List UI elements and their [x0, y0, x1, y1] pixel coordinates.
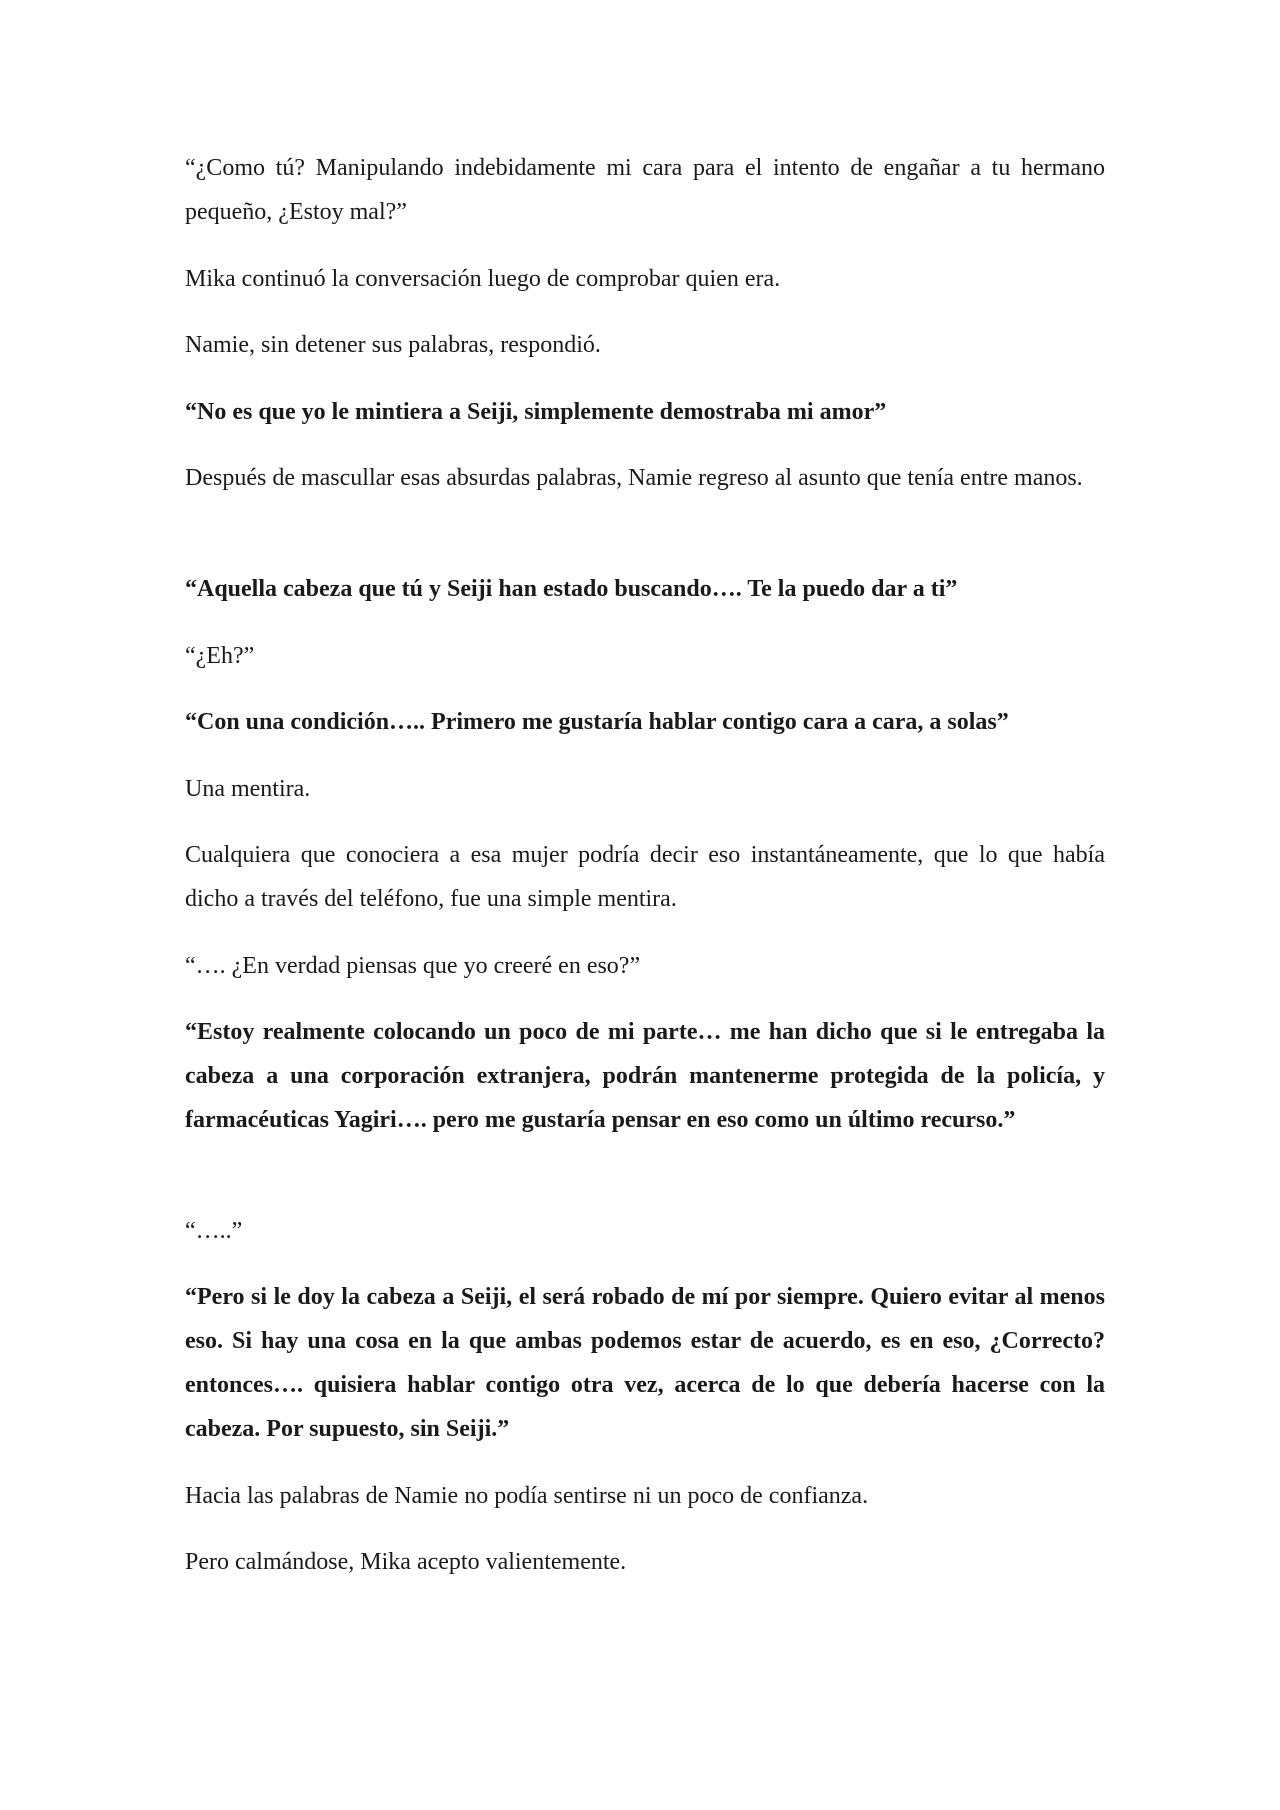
paragraph-narration-namie-responded: Namie, sin detener sus palabras, respondió.	[185, 332, 601, 358]
paragraph-narration-anyone-could-tell: Cualquiera que conociera a esa mujer podría decir eso instantáneamente, que lo que había dicho a través del teléfono, fue una simple mentira.	[185, 842, 1105, 912]
paragraph-dialogue-namie-without-seiji: “Pero si le doy la cabeza a Seiji, el será robado de mí por siempre. Quiero evitar al menos eso. Si hay una cosa en la que ambas podemos estar de acuerdo, es en eso, ¿Correcto? entonces…. quisiera hablar contigo otra vez, acerca de lo que debería hacerse con la cabeza. Por supuesto, sin Seiji.”	[185, 1284, 1105, 1442]
paragraph-narration-lie: Una mentira.	[185, 776, 311, 802]
paragraph-narration-no-trust: Hacia las palabras de Namie no podía sentirse ni un poco de confianza.	[185, 1483, 869, 1509]
paragraph-dialogue-mika-silence: “…..”	[185, 1218, 243, 1244]
paragraph-narration-namie-returned: Después de mascullar esas absurdas palabras, Namie regreso al asunto que tenía entre manos.	[185, 465, 1083, 491]
paragraph-dialogue-namie-love: “No es que yo le mintiera a Seiji, simplemente demostraba mi amor”	[185, 399, 887, 425]
paragraph-dialogue-namie-head-offer: “Aquella cabeza que tú y Seiji han estado buscando…. Te la puedo dar a ti”	[185, 576, 958, 602]
paragraph-dialogue-namie-last-resort: “Estoy realmente colocando un poco de mi parte… me han dicho que si le entregaba la cabeza a una corporación extranjera, podrán mantenerme protegida de la policía, y farmacéuticas Yagiri…. pero me gustaría pensar en eso como un último recurso.”	[185, 1019, 1105, 1133]
paragraph-narration-mika-accepted: Pero calmándose, Mika acepto valientemente.	[185, 1549, 627, 1575]
paragraph-narration-mika-continued: Mika continuó la conversación luego de comprobar quien era.	[185, 266, 781, 292]
paragraph-dialogue-mika-question: “¿Como tú? Manipulando indebidamente mi cara para el intento de engañar a tu hermano pequeño, ¿Estoy mal?”	[185, 155, 1105, 225]
paragraph-dialogue-namie-condition: “Con una condición….. Primero me gustaría hablar contigo cara a cara, a solas”	[185, 709, 1009, 735]
paragraph-dialogue-mika-eh: “¿Eh?”	[185, 643, 255, 669]
paragraph-dialogue-mika-doubt: “…. ¿En verdad piensas que yo creeré en eso?”	[185, 953, 641, 979]
